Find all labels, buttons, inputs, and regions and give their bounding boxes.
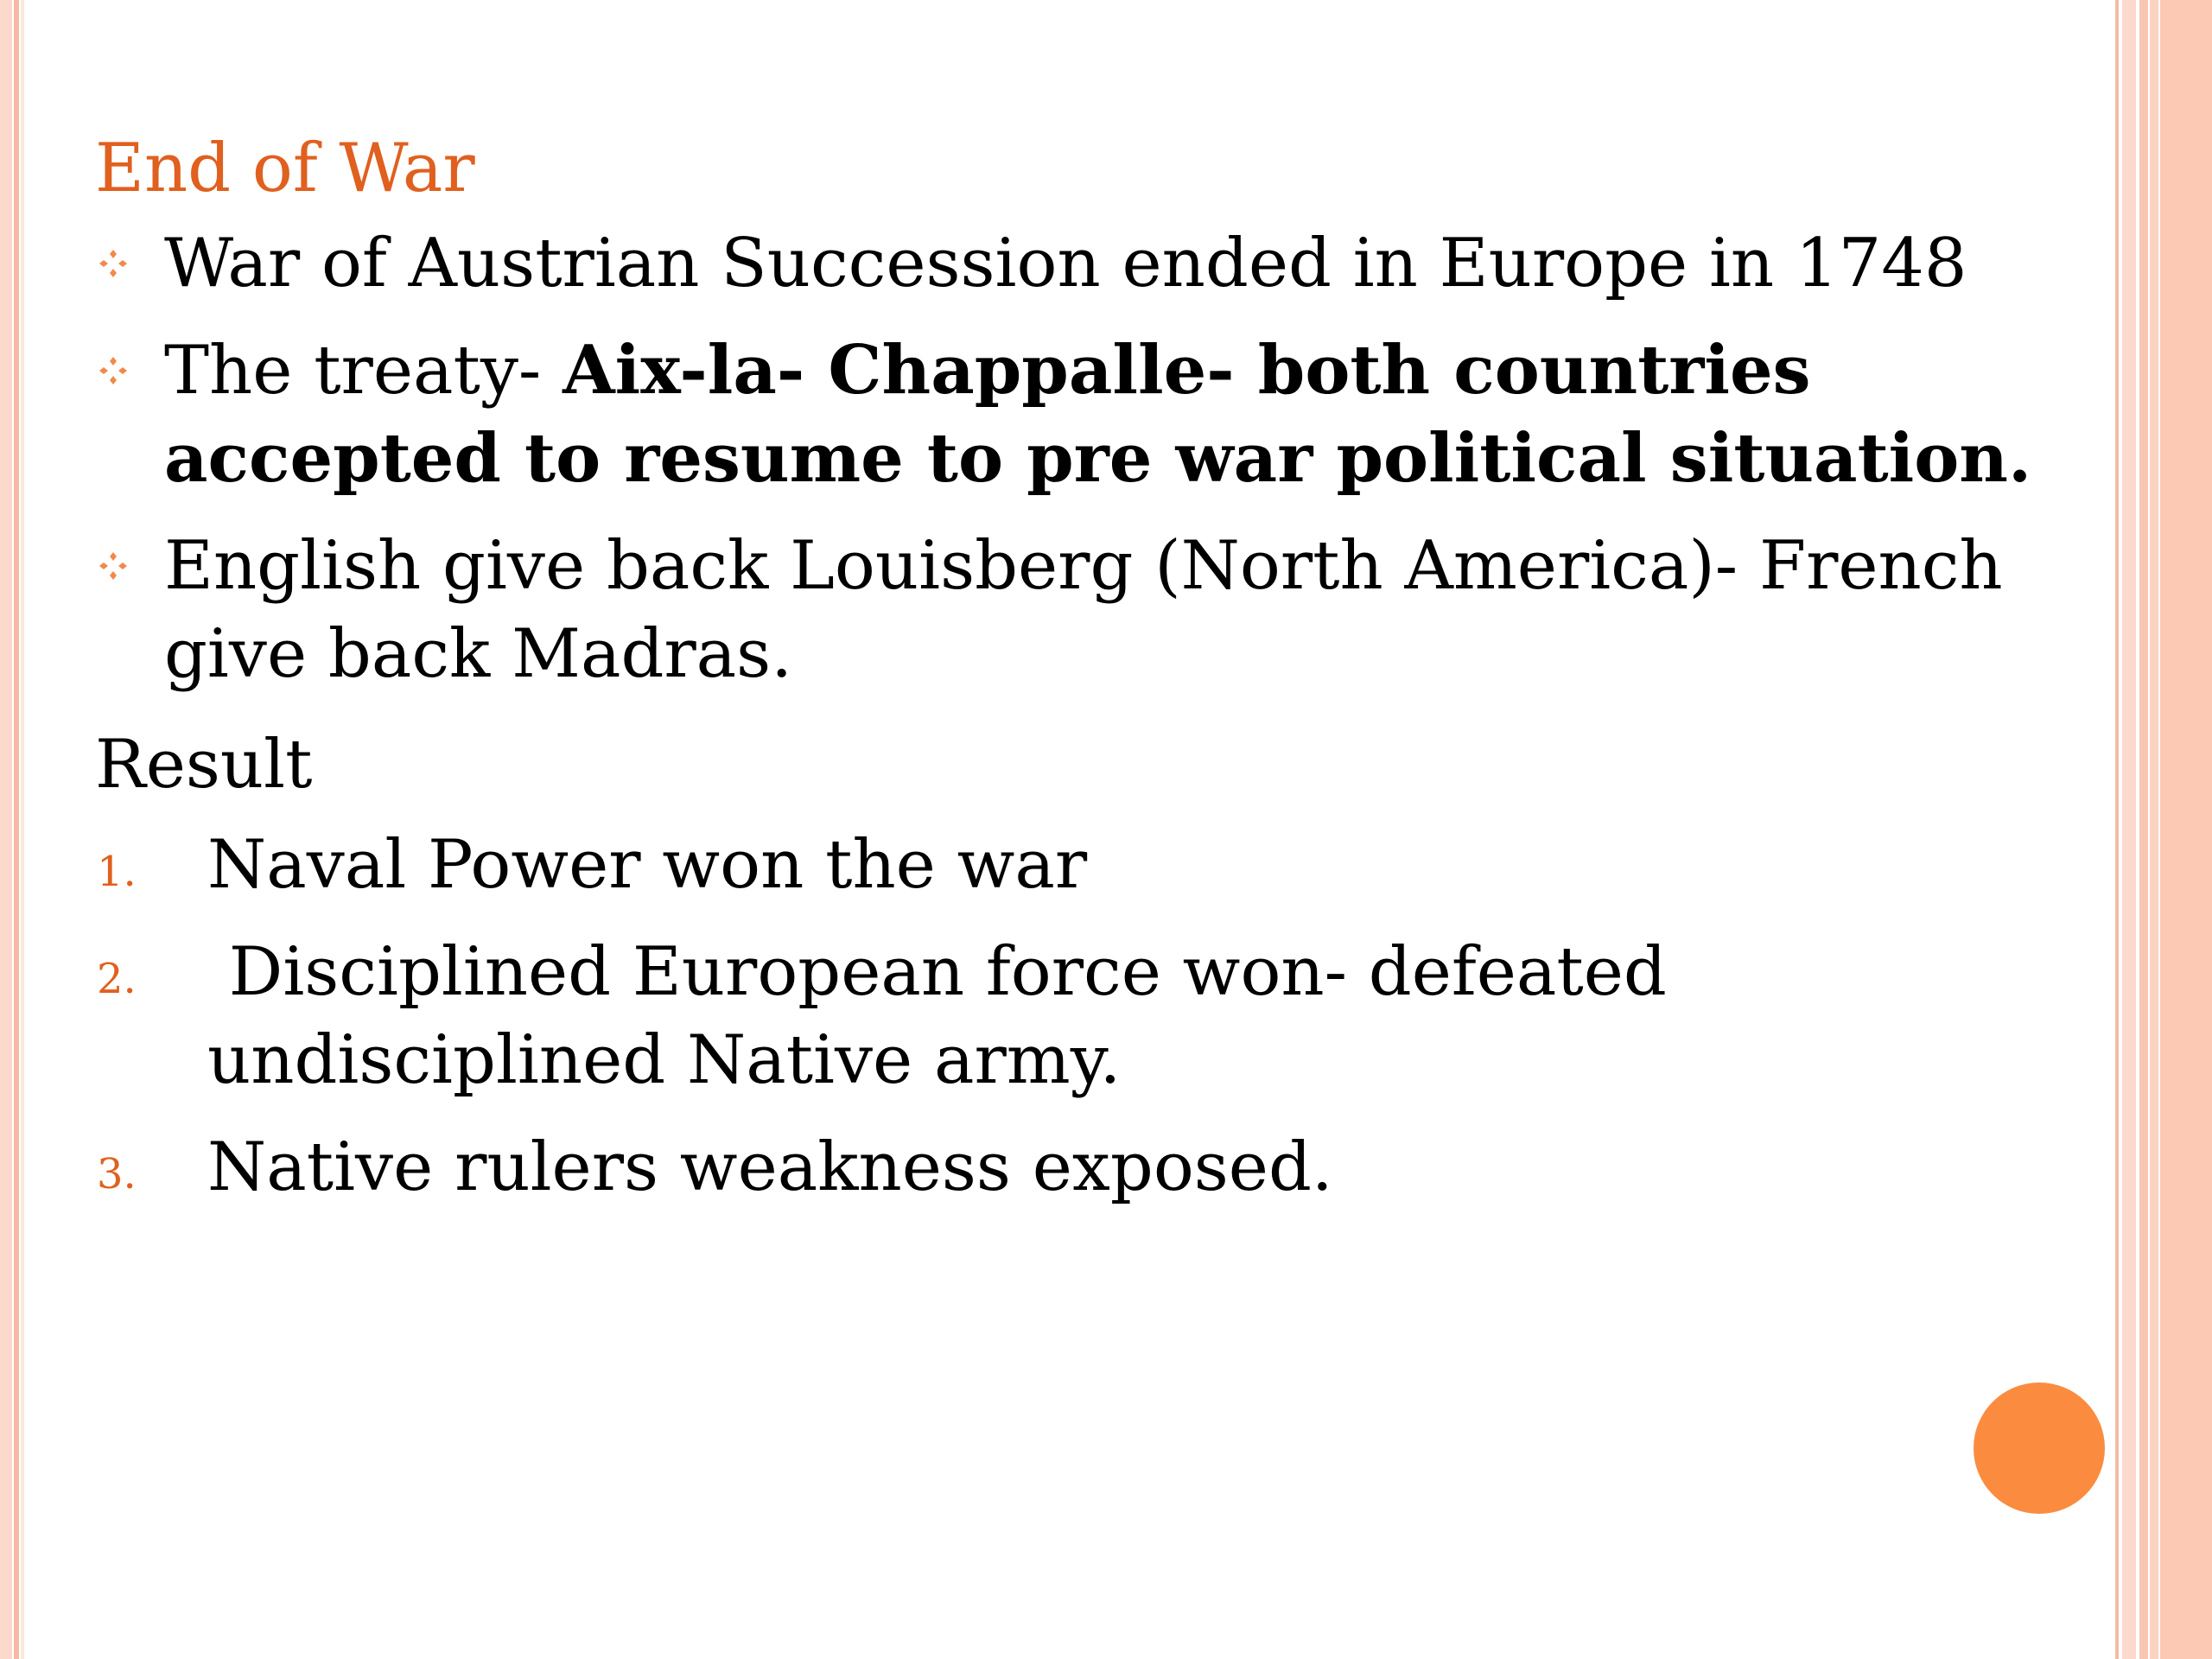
bullet-list: [95, 219, 2108, 698]
slide-content: [95, 121, 2108, 1230]
result-number: 3.: [97, 1150, 137, 1198]
right-border-stripe: [2115, 0, 2119, 1659]
bullet-item: [95, 219, 2108, 308]
orange-circle-decoration: [1974, 1382, 2105, 1514]
bullet-item: [95, 522, 2108, 698]
result-item: [95, 928, 2108, 1104]
four-diamond-bullet-icon: [99, 551, 128, 581]
four-diamond-bullet-icon: [99, 249, 128, 278]
result-item: [95, 1123, 2108, 1211]
result-number: 1.: [97, 848, 137, 896]
result-text: Native rulers weakness exposed.: [207, 1128, 1333, 1206]
result-label: Result: [95, 726, 313, 804]
bullet-text-prefix: The treaty-: [164, 332, 563, 410]
right-border-stripe: [2122, 0, 2136, 1659]
result-list: [95, 821, 2108, 1211]
bullet-text: English give back Louisberg (North America)- French give back Madras.: [164, 527, 2003, 693]
left-border-stripe: [14, 0, 19, 1659]
bullet-text: War of Austrian Succession ended in Europe in 1748: [164, 225, 1967, 302]
bullet-text-bold: Aix-la- Chappalle- both countries accepted to resume to pre war political situation.: [164, 331, 2032, 498]
left-border-stripe: [0, 0, 12, 1659]
bullet-item: [95, 327, 2108, 503]
left-border-stripe: [21, 0, 24, 1659]
right-border-stripe: [2150, 0, 2158, 1659]
result-text: Naval Power won the war: [207, 826, 1088, 904]
slide-heading: End of War: [95, 130, 475, 207]
right-border-stripe: [2160, 0, 2212, 1659]
right-border-stripe: [2139, 0, 2148, 1659]
result-number: 2.: [97, 955, 137, 1003]
four-diamond-bullet-icon: [99, 356, 128, 385]
result-text: Disciplined European force won- defeated undisciplined Native army.: [207, 933, 1688, 1099]
result-item: [95, 821, 2108, 909]
